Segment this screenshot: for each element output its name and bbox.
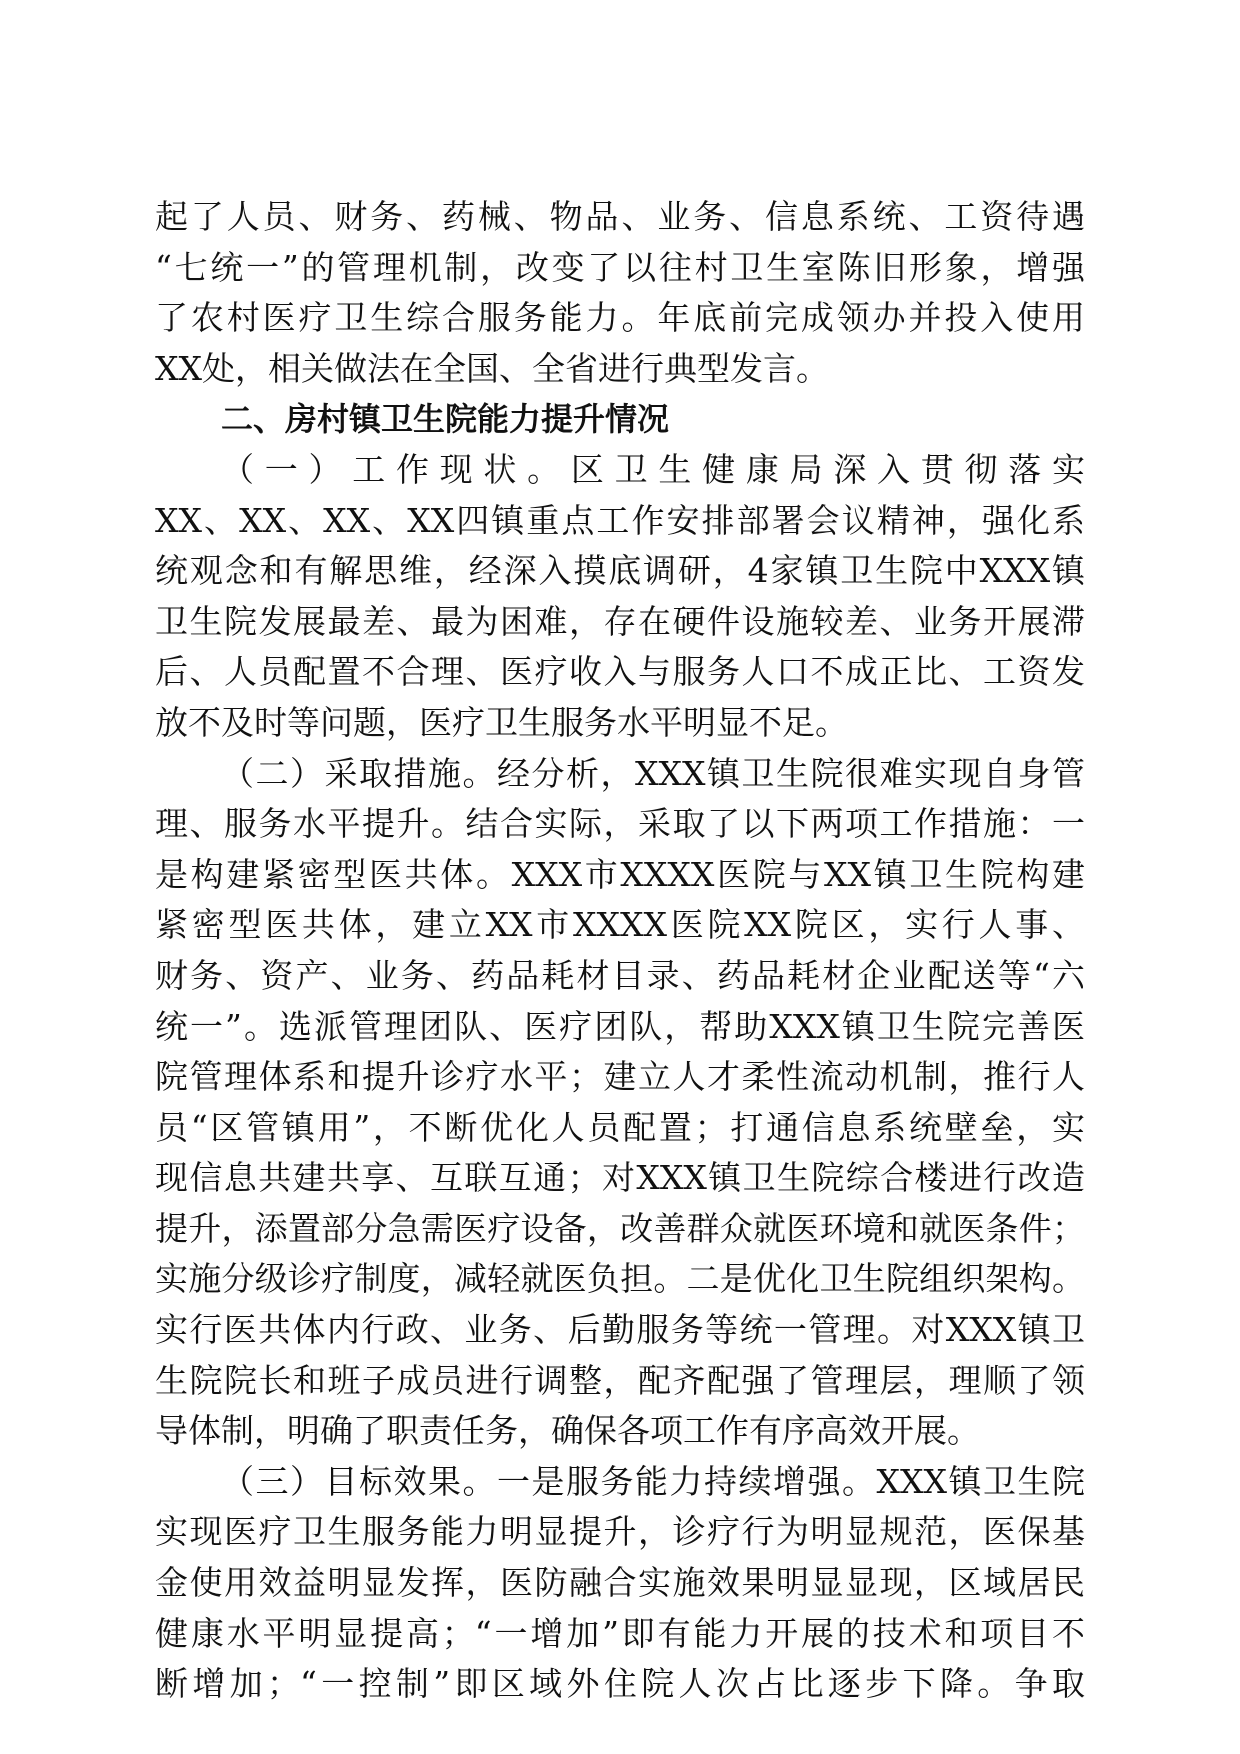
text-line: 断增加；“一控制”即区域外住院人次占比逐步下降。争取: [155, 1664, 1085, 1704]
text-line: 理、服务水平提升。结合实际，采取了以下两项工作措施：一: [155, 804, 1085, 844]
text-line: 统一”。选派管理团队、医疗团队，帮助XXX镇卫生院完善医: [155, 1006, 1085, 1046]
text-line: 金使用效益明显发挥，医防融合实施效果明显显现，区域居民: [155, 1563, 1085, 1603]
text-line: 统观念和有解思维，经深入摸底调研，4家镇卫生院中XXX镇: [155, 551, 1085, 591]
text-line: 财务、资产、业务、药品耗材目录、药品耗材企业配送等“六: [155, 955, 1085, 995]
text-line: XX处，相关做法在全国、全省进行典型发言。: [155, 348, 829, 388]
text-line: 现信息共建共享、互联互通；对XXX镇卫生院综合楼进行改造: [155, 1158, 1085, 1198]
text-line: 起了人员、财务、药械、物品、业务、信息系统、工资待遇: [155, 197, 1085, 236]
text-line: 实施分级诊疗制度，减轻就医负担。二是优化卫生院组织架构。: [155, 1259, 1085, 1299]
text-line: 生院院长和班子成员进行调整，配齐配强了管理层，理顺了领: [155, 1360, 1085, 1400]
text-line: 实现医疗卫生服务能力明显提升，诊疗行为明显规范，医保基: [155, 1512, 1085, 1552]
text-line: 院管理体系和提升诊疗水平；建立人才柔性流动机制，推行人: [155, 1057, 1085, 1097]
text-line: 放不及时等问题，医疗卫生服务水平明显不足。: [155, 702, 848, 742]
document-body: [155, 192, 1085, 1710]
text-line: 导体制，明确了职责任务，确保各项工作有序高效开展。: [155, 1411, 980, 1451]
text-line: 健康水平明显提高；“一增加”即有能力开展的技术和项目不: [155, 1613, 1085, 1653]
text-line: “七统一”的管理机制，改变了以往村卫生室陈旧形象，增强: [155, 247, 1085, 287]
text-line: 卫生院发展最差、最为困难，存在硬件设施较差、业务开展滞: [155, 601, 1085, 641]
text-line: （二）采取措施。经分析，XXX镇卫生院很难实现自身管: [221, 753, 1085, 793]
text-line: 紧密型医共体，建立XX市XXXX医院XX院区，实行人事、: [155, 905, 1085, 945]
text-line: 是构建紧密型医共体。XXX市XXXX医院与XX镇卫生院构建: [155, 854, 1085, 894]
text-line: （三）目标效果。一是服务能力持续增强。XXX镇卫生院: [221, 1461, 1085, 1501]
text-line: 后、人员配置不合理、医疗收入与服务人口不成正比、工资发: [155, 652, 1085, 692]
text-line: 实行医共体内行政、业务、后勤服务等统一管理。对XXX镇卫: [155, 1310, 1085, 1350]
text-line: XX、XX、XX、XX四镇重点工作安排部署会议精神，强化系: [155, 500, 1085, 540]
text-line: 了农村医疗卫生综合服务能力。年底前完成领办并投入使用: [155, 298, 1085, 338]
text-line: （一）工作现状。区卫生健康局深入贯彻落实: [221, 449, 1085, 489]
text-line: 员“区管镇用”，不断优化人员配置；打通信息系统壁垒，实: [155, 1107, 1085, 1147]
text-line: 提升，添置部分急需医疗设备，改善群众就医环境和就医条件；: [155, 1208, 1085, 1248]
section-heading: 二、房村镇卫生院能力提升情况: [221, 400, 670, 439]
